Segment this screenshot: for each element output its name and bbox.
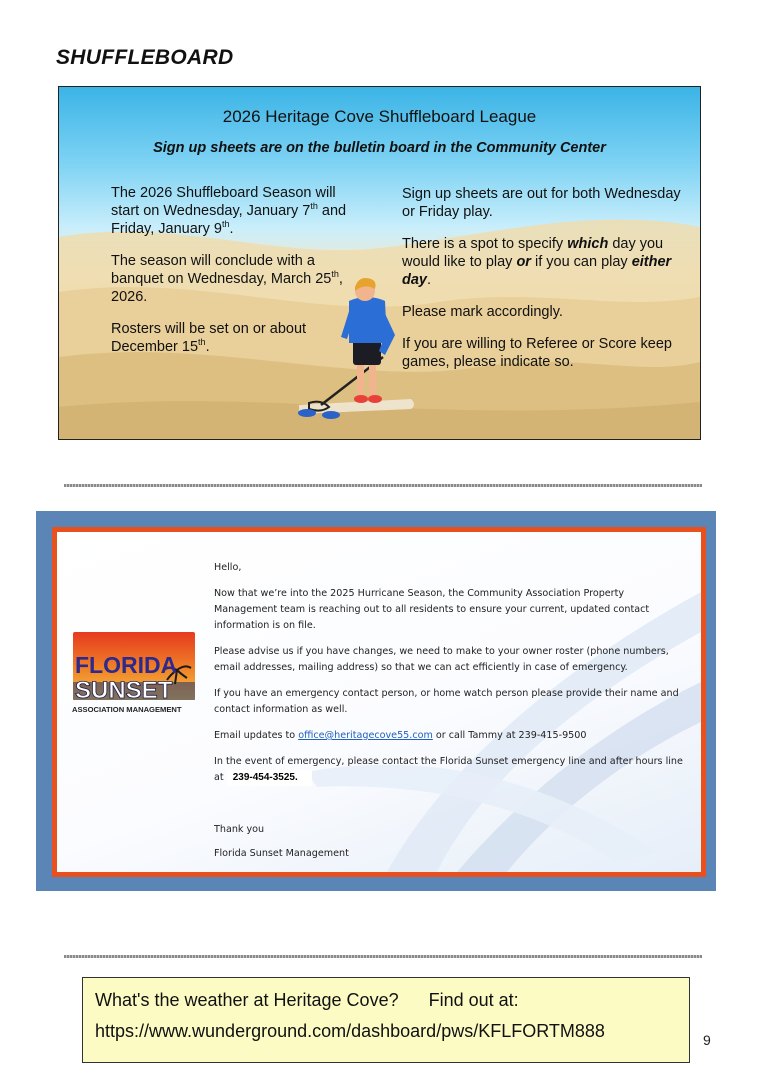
page-number: 9: [703, 1032, 711, 1048]
referee-text: If you are willing to Referee or Score keep games, please indicate so.: [402, 336, 672, 370]
emergency-phone: 239-454-3525.: [227, 770, 312, 786]
season-end-text: The season will conclude with a banquet on Wednesday, March 25th, 2026.: [111, 253, 343, 305]
svg-text:SUNSET: SUNSET: [75, 677, 173, 704]
florida-sunset-logo: [71, 632, 197, 714]
emergency-contact-paragraph: If you have an emergency contact person, or home watch person please provide their name and contact information as well.: [214, 688, 679, 715]
flyer-subtitle: Sign up sheets are on the bulletin board in the Community Center: [153, 140, 606, 156]
signature: Florida Sunset Management: [214, 848, 349, 859]
weather-box: [82, 977, 690, 1063]
season-start-text: The 2026 Shuffleboard Season will start on Wednesday, January 7th and Friday, January 9th.: [111, 185, 347, 237]
signup-details: [402, 185, 682, 385]
day-choice-text: There is a spot to specify which day you would like to play or if you can play either day.: [402, 236, 672, 288]
hurricane-contact-notice: [52, 527, 706, 877]
flyer-title: 2026 Heritage Cove Shuffleboard League: [222, 107, 537, 126]
weather-question: What's the weather at Heritage Cove? Find out at:: [95, 990, 519, 1010]
roster-paragraph: Please advise us if you have changes, we need to make to your owner roster (phone numbers, email addresses, mailing address) so that we can act efficiently in case of emergency.: [214, 646, 669, 673]
weather-url[interactable]: https://www.wunderground.com/dashboard/pws/KFLFORTM888: [95, 1021, 605, 1041]
season-details: [111, 184, 351, 370]
emergency-line-paragraph: In the event of emergency, please contact the Florida Sunset emergency line and after hours line at 239-454-3525.: [214, 754, 684, 786]
signup-sheets-text: Sign up sheets are out for both Wednesday or Friday play.: [402, 186, 681, 220]
svg-text:FLORIDA: FLORIDA: [75, 652, 178, 678]
email-paragraph: Email updates to office@heritagecove55.com or call Tammy at 239-415-9500: [214, 730, 587, 741]
closing: Thank you: [214, 824, 265, 835]
svg-text:ASSOCIATION MANAGEMENT: ASSOCIATION MANAGEMENT: [72, 705, 182, 714]
hurricane-paragraph: Now that we’re into the 2025 Hurricane Season, the Community Association Property Management team is reaching out to all residents to ensure your current, updated contact information is on file.: [214, 588, 650, 631]
find-out-label: Find out at:: [428, 990, 519, 1010]
roster-date-text: Rosters will be set on or about December 15th.: [111, 321, 307, 355]
shuffleboard-flyer: [58, 86, 701, 440]
section-divider: [64, 955, 702, 958]
greeting: Hello,: [214, 562, 242, 573]
section-title: SHUFFLEBOARD: [56, 46, 234, 69]
email-link[interactable]: office@heritagecove55.com: [298, 730, 433, 741]
section-divider: [64, 484, 702, 487]
mark-text: Please mark accordingly.: [402, 304, 563, 320]
